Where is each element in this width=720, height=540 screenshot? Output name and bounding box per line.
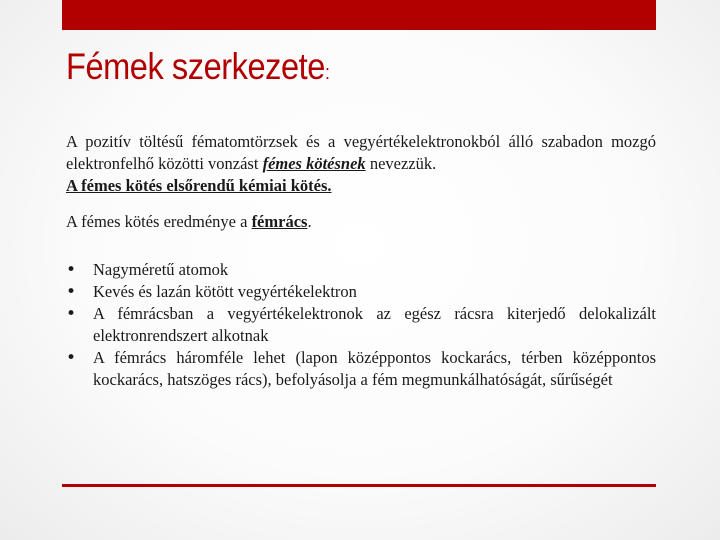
- list-item: • A fémrácsban a vegyértékelektronok az egész rácsra kiterjedő delokalizált elektronrendszert alkotnak: [66, 303, 656, 347]
- list-item: • Kevés és lazán kötött vegyértékelektron: [66, 281, 656, 303]
- slide-title: [66, 44, 329, 96]
- property-list: [66, 259, 656, 391]
- bottom-accent-rule: [62, 484, 656, 487]
- list-item: • Nagyméretű atomok: [66, 259, 656, 281]
- definition-statement: A fémes kötés elsőrendű kémiai kötés.: [66, 176, 332, 195]
- list-item: • A fémrács háromféle lehet (lapon középpontos kockarács, térben középpontos kockarács, hatszöges rács), befolyásolja a fém megmunkálhatóságát, sűrűségét: [66, 347, 656, 391]
- result-text-after: .: [307, 212, 312, 231]
- term-femracs: fémrács: [251, 212, 308, 231]
- slide-title-colon: :: [324, 62, 330, 84]
- slide-title-text: Fémek szerkezete: [66, 46, 325, 87]
- paragraph-result: [66, 211, 656, 233]
- definition-text-after: nevezzük.: [365, 154, 437, 173]
- definition-text-before: A pozitív töltésű fématomtörzsek és a vegyértékelektronokból álló szabadon mozgó elektronfelhő közötti vonzást: [66, 132, 656, 173]
- paragraph-definition: [66, 131, 656, 197]
- term-femes-kotes: fémes kötésnek: [262, 154, 366, 173]
- slide-content: [66, 131, 656, 391]
- result-text-before: A fémes kötés eredménye a: [66, 212, 252, 231]
- top-accent-bar: [62, 0, 656, 30]
